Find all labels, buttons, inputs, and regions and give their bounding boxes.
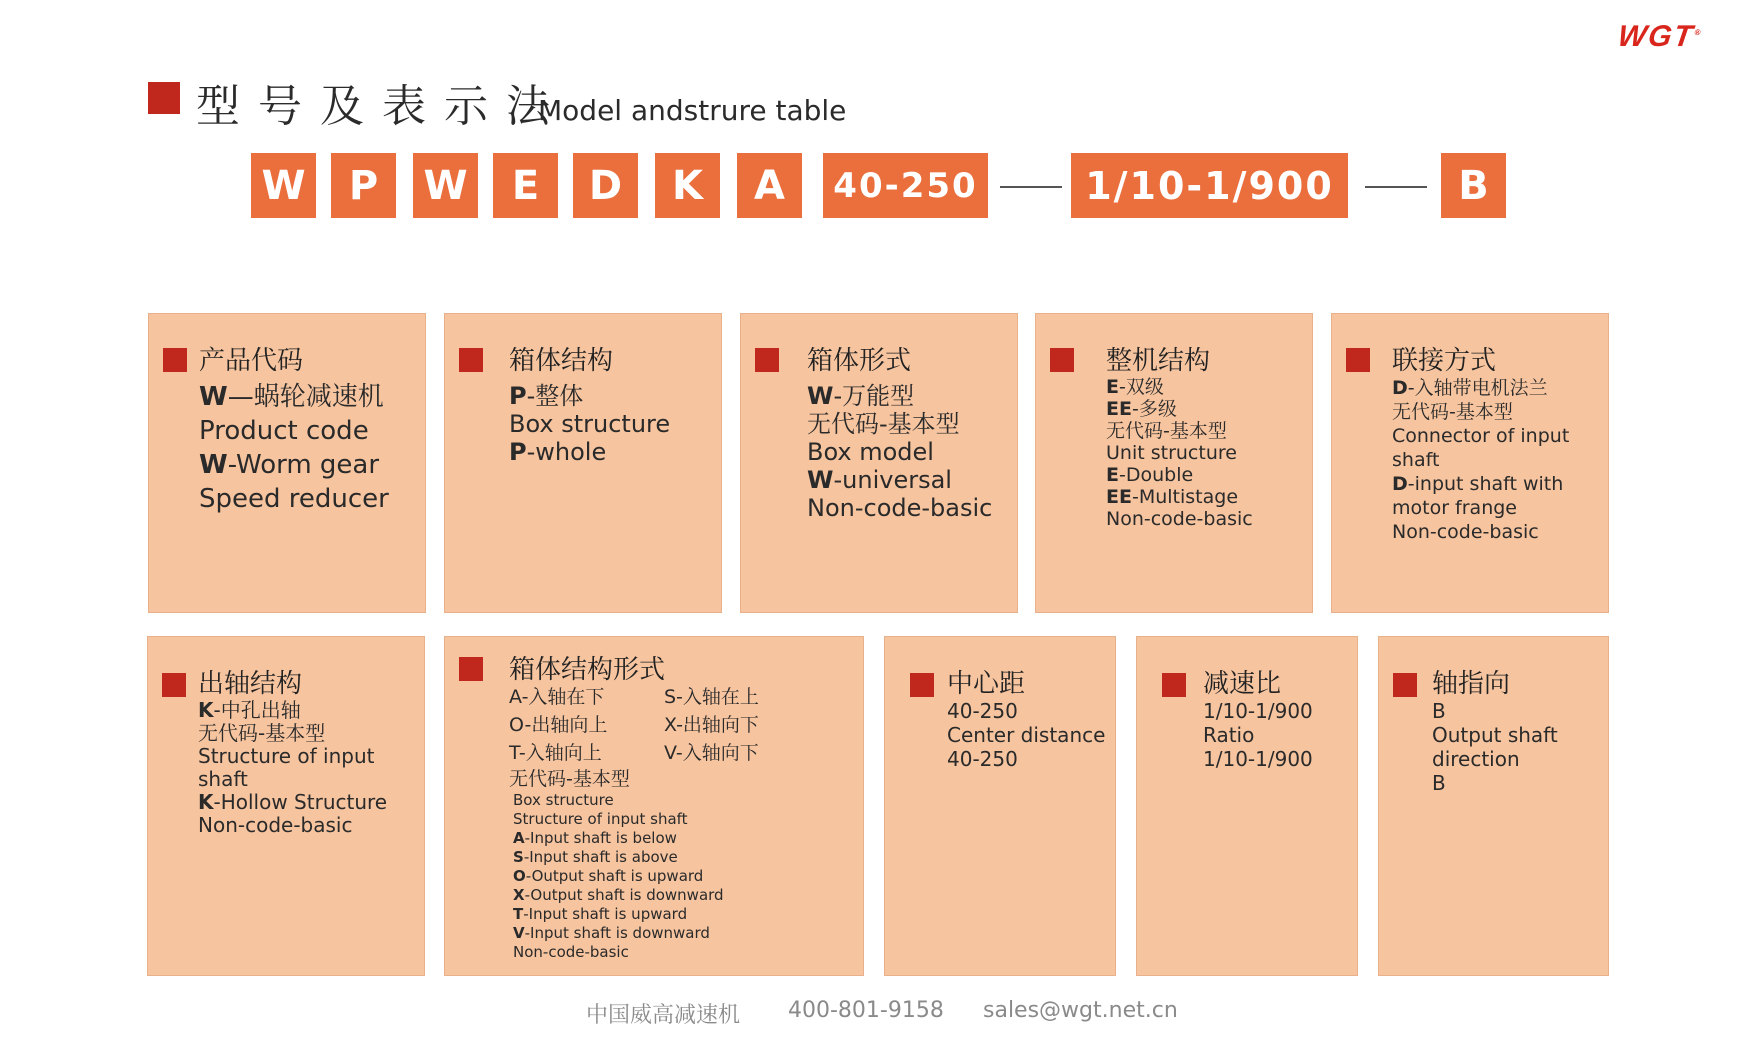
line: Output shaft <box>1432 723 1558 747</box>
line: V-Input shaft is downward <box>513 924 710 942</box>
page-title-cn: 型号及表示法 <box>196 81 568 132</box>
line: Center distance <box>947 723 1106 747</box>
code-separator <box>1365 186 1427 188</box>
line: E-双级 <box>1106 376 1164 398</box>
line: Speed reducer <box>199 484 389 514</box>
line: O-Output shaft is upward <box>513 867 704 885</box>
code-direction: B <box>1441 153 1506 218</box>
line: Non-code-basic <box>1106 508 1253 530</box>
panel-heading: 箱体结构 <box>509 346 614 376</box>
line: 无代码-基本型 <box>198 721 326 745</box>
line: A-入轴在下 S-入轴在上 <box>509 686 759 708</box>
line: W—蜗轮减速机 <box>199 382 384 412</box>
line: K-中孔出轴 <box>198 698 301 722</box>
line: D-入轴带电机法兰 <box>1392 377 1548 399</box>
line: K-Hollow Structure <box>198 790 388 814</box>
code-letter-p: P <box>331 153 396 218</box>
line: Non-code-basic <box>1392 521 1539 543</box>
panel-box-structure <box>444 313 722 613</box>
line: P-整体 <box>509 382 584 410</box>
title-marker-icon <box>148 82 180 114</box>
panel-heading: 联接方式 <box>1392 346 1497 376</box>
line: 无代码-基本型 <box>807 410 960 438</box>
line: 无代码-基本型 <box>1106 420 1227 442</box>
code-separator <box>1000 186 1062 188</box>
line: Unit structure <box>1106 442 1237 464</box>
bullet-square-icon <box>163 348 187 372</box>
bullet-square-icon <box>1050 348 1074 372</box>
panel-heading: 箱体结构形式 <box>509 655 666 685</box>
line: 1/10-1/900 <box>1203 699 1313 723</box>
line: 40-250 <box>947 747 1018 771</box>
bullet-square-icon <box>1162 673 1186 697</box>
panel-unit-structure <box>1035 313 1313 613</box>
line: T-Input shaft is upward <box>513 905 688 923</box>
bullet-square-icon <box>755 348 779 372</box>
line: Box structure <box>513 791 614 809</box>
line: D-input shaft with <box>1392 473 1564 495</box>
bullet-square-icon <box>910 673 934 697</box>
panel-box-form <box>740 313 1018 613</box>
code-letter-a: A <box>737 153 802 218</box>
panel-product-code <box>148 313 426 613</box>
panel-heading: 出轴结构 <box>198 669 303 699</box>
line: Connector of input <box>1392 425 1570 447</box>
bullet-square-icon <box>459 657 483 681</box>
bullet-square-icon <box>1346 348 1370 372</box>
panel-heading: 轴指向 <box>1432 669 1511 699</box>
line: T-入轴向上 V-入轴向下 <box>509 742 759 764</box>
code-letter-w: W <box>251 153 316 218</box>
line: 无代码-基本型 <box>509 768 630 790</box>
line: EE-多级 <box>1106 398 1177 420</box>
line: X-Output shaft is downward <box>513 886 724 904</box>
bullet-square-icon <box>459 348 483 372</box>
panel-heading: 减速比 <box>1203 669 1282 699</box>
line: Box structure <box>509 410 671 438</box>
line: B <box>1432 699 1446 723</box>
line: Structure of input shaft <box>513 810 688 828</box>
line: W-universal <box>807 466 952 494</box>
brand-logo <box>1616 20 1705 54</box>
line: Product code <box>199 416 369 446</box>
line: O-出轴向上 X-出轴向下 <box>509 714 759 736</box>
panel-ratio <box>1136 636 1358 976</box>
line: direction <box>1432 747 1520 771</box>
panel-heading: 中心距 <box>947 669 1026 699</box>
panel-direction <box>1378 636 1609 976</box>
line: Non-code-basic <box>198 813 353 837</box>
line: 1/10-1/900 <box>1203 747 1313 771</box>
bullet-square-icon <box>162 673 186 697</box>
line: EE-Multistage <box>1106 486 1239 508</box>
panel-heading: 箱体形式 <box>807 346 912 376</box>
line: 无代码-基本型 <box>1392 401 1513 423</box>
code-letter-d: D <box>573 153 638 218</box>
footer-company: 中国威高减速机 <box>586 1003 741 1028</box>
line: E-Double <box>1106 464 1194 486</box>
panel-output-shaft <box>147 636 425 976</box>
line: Non-code-basic <box>513 943 629 961</box>
line: S-Input shaft is above <box>513 848 678 866</box>
footer-email[interactable]: sales@wgt.net.cn <box>983 998 1178 1023</box>
logo-text: WGT <box>1615 20 1697 53</box>
line: Ratio <box>1203 723 1255 747</box>
line: shaft <box>1392 449 1440 471</box>
code-letter-w2: W <box>413 153 478 218</box>
code-ratio: 1/10-1/900 <box>1071 153 1348 218</box>
line: W-Worm gear <box>199 450 380 480</box>
code-letter-k: K <box>655 153 720 218</box>
line: Non-code-basic <box>807 494 993 522</box>
page-title-en: Model andstrure table <box>538 94 847 127</box>
line: Box model <box>807 438 934 466</box>
panel-box-structure-form <box>444 636 864 976</box>
panel-heading: 产品代码 <box>199 346 304 376</box>
panel-heading: 整机结构 <box>1106 346 1211 376</box>
panel-connection <box>1331 313 1609 613</box>
bullet-square-icon <box>1393 673 1417 697</box>
panel-center-distance <box>884 636 1116 976</box>
line: B <box>1432 771 1446 795</box>
line: shaft <box>198 767 248 791</box>
line: W-万能型 <box>807 382 915 410</box>
line: 40-250 <box>947 699 1018 723</box>
code-center-distance: 40-250 <box>823 153 988 218</box>
line: A-Input shaft is below <box>513 829 677 847</box>
footer-phone[interactable]: 400-801-9158 <box>788 998 944 1023</box>
line: Structure of input <box>198 744 375 768</box>
registered-mark: ® <box>1693 28 1704 37</box>
code-letter-e: E <box>493 153 558 218</box>
line: motor frange <box>1392 497 1517 519</box>
line: P-whole <box>509 438 607 466</box>
